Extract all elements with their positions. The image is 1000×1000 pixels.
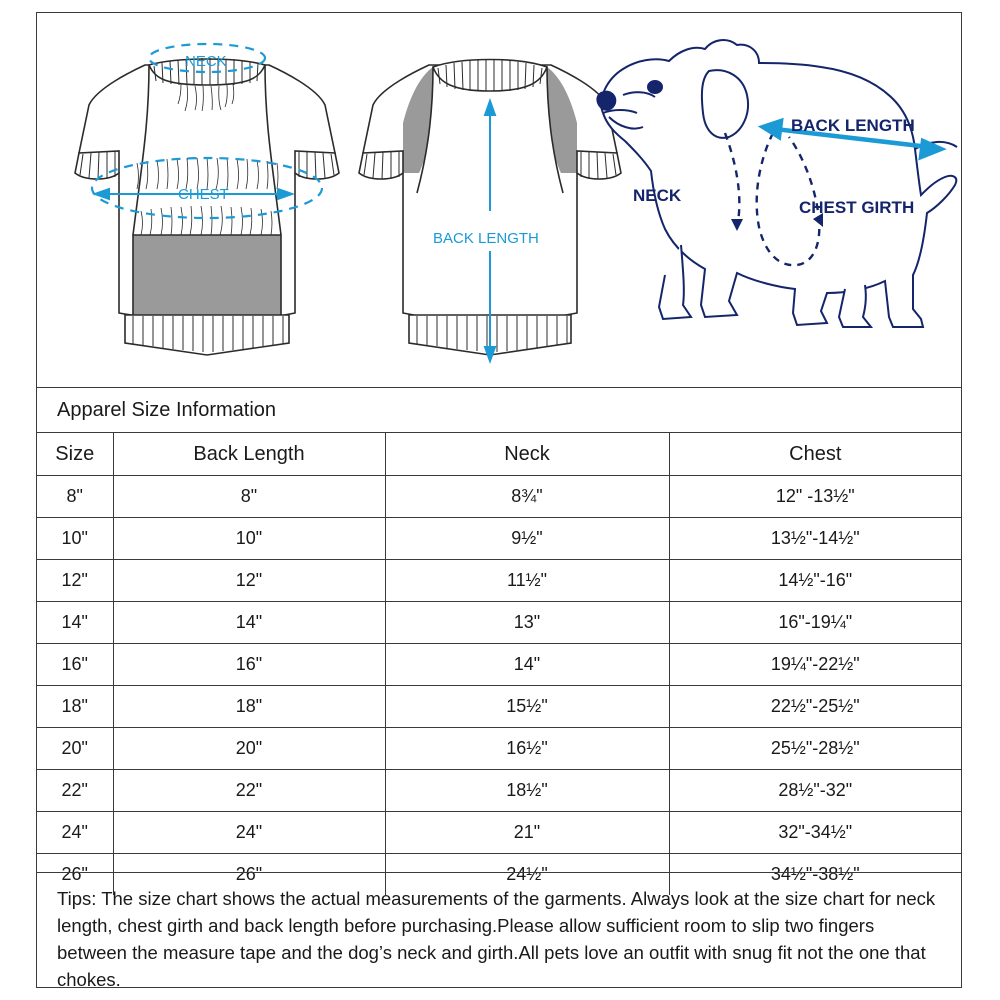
cell-back-length: 14" (113, 602, 385, 644)
cell-back-length: 16" (113, 644, 385, 686)
cell-chest: 13½"-14½" (669, 518, 961, 560)
label-neck-dog: NECK (633, 186, 682, 205)
column-header-size: Size (37, 433, 113, 476)
cell-size: 16" (37, 644, 113, 686)
cell-neck: 11½" (385, 560, 669, 602)
cell-size: 12" (37, 560, 113, 602)
cell-chest: 12" -13½" (669, 476, 961, 518)
cell-chest: 19¼"-22½" (669, 644, 961, 686)
cell-back-length: 24" (113, 812, 385, 854)
cell-neck: 13" (385, 602, 669, 644)
cell-size: 8" (37, 476, 113, 518)
cell-back-length: 18" (113, 686, 385, 728)
cell-chest: 28½"-32" (669, 770, 961, 812)
cell-back-length: 12" (113, 560, 385, 602)
cell-back-length: 26" (113, 854, 385, 896)
cell-neck: 14" (385, 644, 669, 686)
cell-size: 24" (37, 812, 113, 854)
label-back-length-garment: BACK LENGTH (433, 230, 539, 247)
cell-size: 26" (37, 854, 113, 896)
table-row (37, 518, 961, 560)
cell-neck: 24½" (385, 854, 669, 896)
cell-back-length: 20" (113, 728, 385, 770)
cell-chest: 25½"-28½" (669, 728, 961, 770)
size-table (37, 433, 961, 895)
table-row (37, 728, 961, 770)
cell-size: 14" (37, 602, 113, 644)
cell-neck: 18½" (385, 770, 669, 812)
label-chest-girth-dog: CHEST GIRTH (799, 198, 915, 217)
cell-back-length: 10" (113, 518, 385, 560)
table-row (37, 644, 961, 686)
cell-chest: 22½"-25½" (669, 686, 961, 728)
label-back-length-dog: BACK LENGTH (791, 116, 915, 135)
cell-neck: 9½" (385, 518, 669, 560)
cell-chest: 14½"-16" (669, 560, 961, 602)
cell-size: 20" (37, 728, 113, 770)
column-header-chest: Chest (669, 433, 961, 476)
column-header-back-length: Back Length (113, 433, 385, 476)
table-row (37, 686, 961, 728)
dog-illustration (597, 40, 957, 327)
table-row (37, 602, 961, 644)
cell-back-length: 22" (113, 770, 385, 812)
table-row (37, 812, 961, 854)
table-row (37, 770, 961, 812)
cell-back-length: 8" (113, 476, 385, 518)
cell-chest: 32"-34½" (669, 812, 961, 854)
label-neck-front: NECK (185, 53, 227, 70)
cell-neck: 16½" (385, 728, 669, 770)
table-row (37, 560, 961, 602)
label-chest-front: CHEST (178, 186, 229, 203)
cell-neck: 8¾" (385, 476, 669, 518)
tips-text: Tips: The size chart shows the actual measurements of the garments. Always look at the size chart for neck length, chest girth and back length before purchasing.Please allow sufficient room to slip two fingers between the measure tape and the dog’s neck and girth.All pets love an outfit with snug fit not the one that chokes. (37, 872, 961, 988)
table-header-row (37, 433, 961, 476)
column-header-neck: Neck (385, 433, 669, 476)
cell-size: 22" (37, 770, 113, 812)
cell-neck: 21" (385, 812, 669, 854)
cell-chest: 16"-19¼" (669, 602, 961, 644)
table-title: Apparel Size Information (37, 389, 961, 433)
illustration-panel (37, 13, 961, 388)
cell-chest: 34½"-38½" (669, 854, 961, 896)
cell-size: 18" (37, 686, 113, 728)
cell-size: 10" (37, 518, 113, 560)
table-row (37, 476, 961, 518)
cell-neck: 15½" (385, 686, 669, 728)
